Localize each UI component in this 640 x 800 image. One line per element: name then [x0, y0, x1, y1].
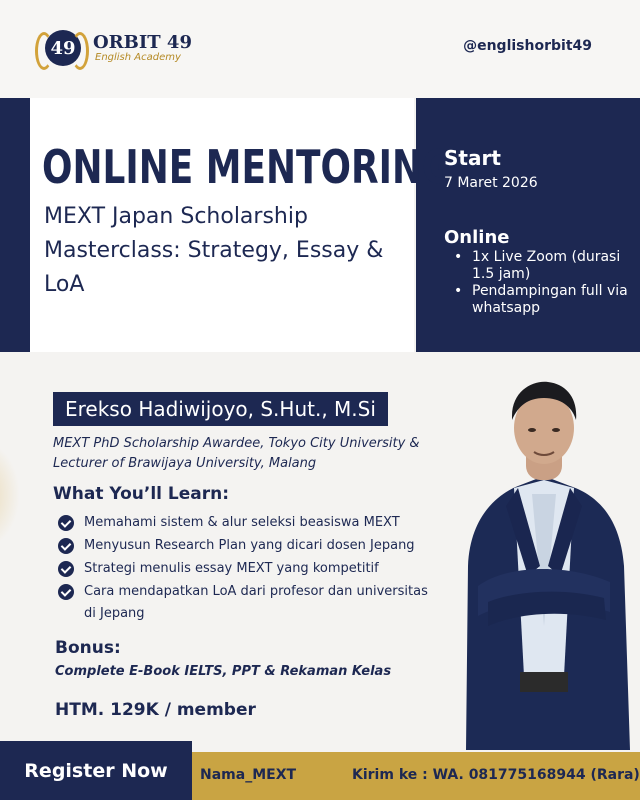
online-label: Online	[444, 227, 510, 248]
brand-tagline: English Academy	[95, 52, 181, 63]
contact-info: Kirim ke : WA. 081775168944 (Rara)	[352, 767, 640, 783]
list-item-text: Menyusun Research Plan yang dicari dosen Jepang	[84, 538, 415, 553]
check-circle-icon	[58, 561, 74, 577]
list-item-text: Strategi menulis essay MEXT yang kompetitif	[84, 561, 379, 576]
brand-name: ORBIT 49	[93, 32, 192, 53]
start-date: 7 Maret 2026	[444, 175, 538, 191]
bonus-text: Complete E-Book IELTS, PPT & Rekaman Kelas	[55, 664, 392, 679]
list-item-text: Cara mendapatkan LoA dari profesor dan universitas di Jepang	[84, 584, 428, 621]
mentor-credential: MEXT PhD Scholarship Awardee, Tokyo City University & Lecturer of Brawijaya University, Malang	[53, 436, 420, 471]
mentor-photo	[448, 376, 640, 750]
list-item	[58, 558, 438, 580]
logo-text	[93, 34, 192, 64]
decorative-glow	[0, 440, 20, 550]
page-title: ONLINE MENTORING	[42, 140, 452, 194]
list-item	[58, 512, 438, 534]
list-item	[58, 535, 438, 557]
bonus-heading: Bonus:	[55, 638, 121, 658]
check-circle-icon	[58, 584, 74, 600]
hero-left-accent	[0, 98, 30, 352]
price-label: HTM. 129K / member	[55, 700, 256, 720]
mentor-name: Erekso Hadiwijoyo, S.Hut., M.Si	[53, 392, 388, 426]
check-circle-icon	[58, 538, 74, 554]
online-list	[454, 249, 634, 317]
check-circle-icon	[58, 515, 74, 531]
social-handle: @englishorbit49	[463, 38, 592, 54]
learn-list	[58, 512, 438, 626]
online-item: • 1x Live Zoom (durasi 1.5 jam)	[454, 249, 634, 283]
list-item	[58, 581, 438, 625]
laurel-right-icon	[71, 32, 89, 70]
laurel-seal-icon	[35, 28, 89, 70]
list-item-text: Memahami sistem & alur seleksi beasiswa MEXT	[84, 515, 400, 530]
online-item: • Pendampingan full via whatsapp	[454, 283, 634, 317]
start-label: Start	[444, 146, 501, 170]
logo-number: 49	[45, 30, 81, 66]
brand-logo	[35, 28, 192, 70]
register-button[interactable]: Register Now	[0, 741, 192, 800]
page-subtitle: MEXT Japan Scholarship Masterclass: Strategy, Essay & LoA	[44, 204, 384, 297]
learn-heading: What You’ll Learn:	[53, 484, 230, 504]
registration-code: Nama_MEXT	[200, 767, 297, 783]
